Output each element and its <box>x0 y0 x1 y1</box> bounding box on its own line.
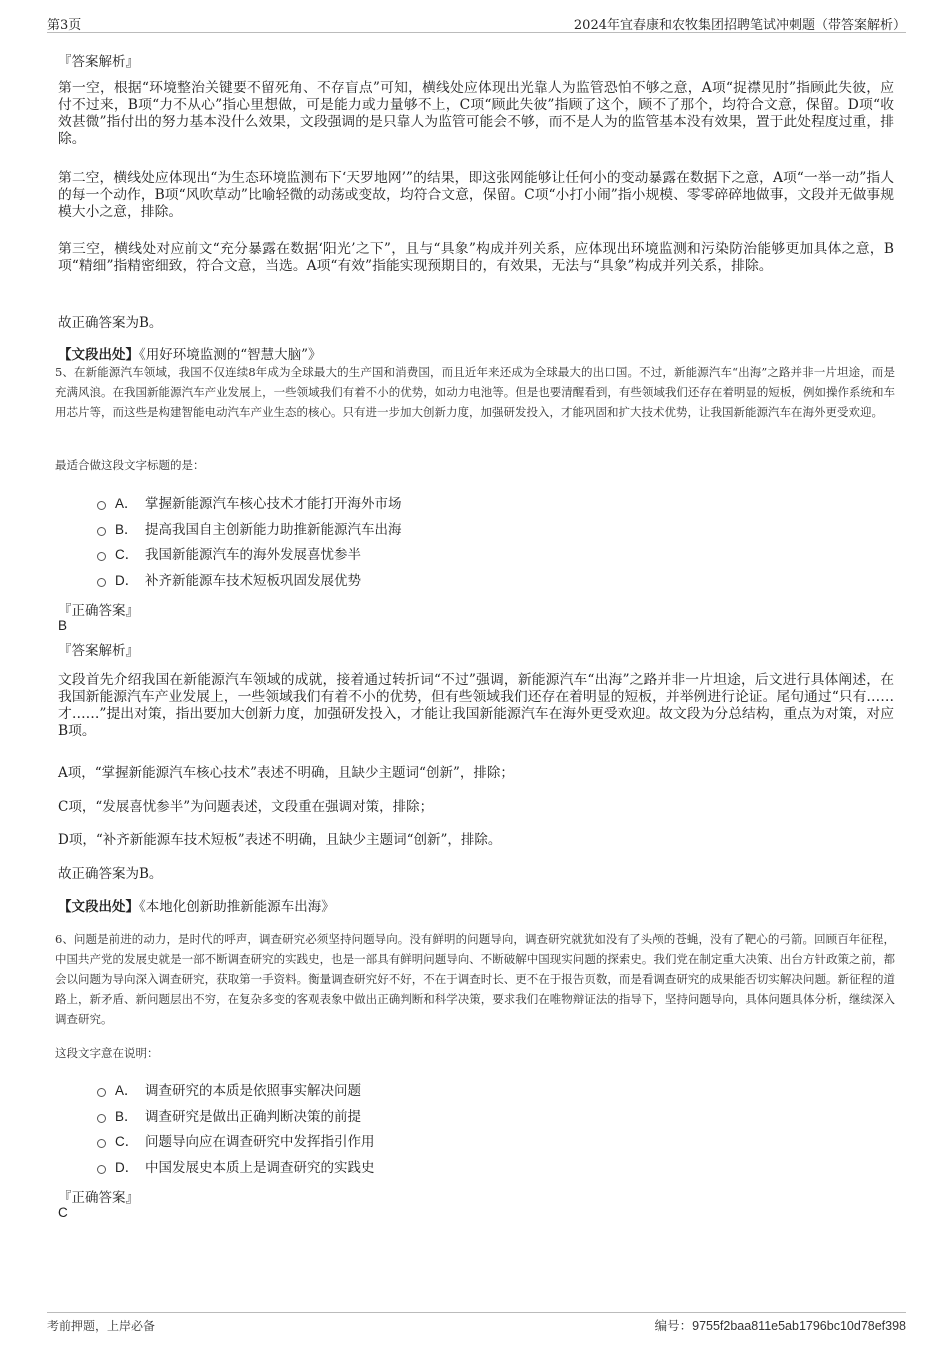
q5-source-label: 【文段出处】 <box>58 899 139 915</box>
q6-option-a[interactable] <box>97 1079 361 1099</box>
q6-answer: C <box>58 1205 68 1220</box>
radio-icon[interactable] <box>97 1165 106 1174</box>
q5-source <box>58 895 335 915</box>
radio-icon[interactable] <box>97 501 106 510</box>
q5-option-a[interactable] <box>97 492 402 512</box>
q6-option-c[interactable] <box>97 1130 375 1150</box>
q4-analysis-label: 『答案解析』 <box>58 54 139 70</box>
footer-code-label: 编号： <box>654 1318 693 1333</box>
q4-source <box>58 343 322 363</box>
q4-analysis-p2: 第二空，横线处应体现出“为生态环境监测布下‘天罗地网’”的结果，即这张网能够让任何小的变动暴露在数据下之意，A项“一举一动”指人的每一个动作，B项“风吹草动”比喻轻微的动荡或变故，均符合文意，保留。C项“小打小闹”指小规模、零零碎碎地做事，文段并无做事规模大小之意，排除。 <box>58 170 894 220</box>
option-text: 调查研究的本质是依照事实解决问题 <box>145 1083 361 1099</box>
page-footer <box>47 1312 906 1335</box>
option-key: D． <box>115 1160 139 1175</box>
option-key: B． <box>115 522 138 537</box>
option-text: 提高我国自主创新能力助推新能源汽车出海 <box>145 522 402 538</box>
q5-stem: 5、在新能源汽车领域，我国不仅连续8年成为全球最大的生产国和消费国，而且近年来还成为全球最大的出口国。不过，新能源汽车“出海”之路并非一片坦途，而是充满风浪。在我国新能源汽车产业发展上，一些领域我们有着不小的优势，如动力电池等。但是也要清醒看到，有些领域我们还存在着明显的短板，例如操作系统和车用芯片等，而这些是构建智能电动汽车产业生态的核心。只有进一步加大创新力度，加强研发投入，才能巩固和扩大技术优势，让我国新能源汽车在海外更受欢迎。 <box>55 365 895 419</box>
document-title: 2024年宜春康和农牧集团招聘笔试冲刺题（带答案解析） <box>573 18 906 33</box>
q5-source-title: 《本地化创新助推新能源车出海》 <box>139 899 335 915</box>
q6-stem: 6、问题是前进的动力，是时代的呼声，调查研究必须坚持问题导向。没有鲜明的问题导向，调查研究就犹如没有了头颅的苍蝇，没有了靶心的弓箭。回顾百年征程，中国共产党的发展史就是一部不断调查研究的实践史，也是一部具有鲜明问题导向、不断破解中国现实问题的探索史。我们党在制定重大决策、出台方针政策之前，都会以问题为导向深入调查研究，获取第一手资料。衡量调查研究好不好，不在于调查时长、更不在于报告页数，而是看调查研究的成果能否切实解决问题。新征程的道路上，新矛盾、新问题层出不穷，在复杂多变的客观表象中做出正确判断和科学决策，要求我们在唯物辩证法的指导下，坚持问题导向，具体问题具体分析，继续深入调查研究。 <box>55 932 895 1026</box>
q5-analysis-label: 『答案解析』 <box>58 643 139 659</box>
q4-source-label: 【文段出处】 <box>58 347 139 363</box>
option-key: D． <box>115 573 139 588</box>
radio-icon[interactable] <box>97 527 106 536</box>
q5-analysis: 文段首先介绍我国在新能源汽车领域的成就，接着通过转折词“不过”强调，新能源汽车“出海”之路并非一片坦途，后文进行具体阐述，在我国新能源汽车产业发展上，一些领域我们有着不小的优势，但有些领域我们还存在着明显的短板，并举例进行论证。尾句通过“只有……才……”提出对策，指出要加大创新力度，加强研发投入，才能让我国新能源汽车在海外更受欢迎。故文段为分总结构，重点为对策，对应B项。 <box>58 672 894 739</box>
option-text: 我国新能源汽车的海外发展喜忧参半 <box>145 547 361 563</box>
q5-option-d[interactable] <box>97 569 361 589</box>
q6-prompt: 这段文字意在说明： <box>55 1046 159 1060</box>
q5-note-a: A项，“掌握新能源汽车核心技术”表述不明确，且缺少主题词“创新”，排除； <box>58 765 514 781</box>
option-key: A． <box>115 1083 138 1098</box>
radio-icon[interactable] <box>97 578 106 587</box>
option-text: 调查研究是做出正确判断决策的前提 <box>145 1109 361 1125</box>
q5-answer-label: 『正确答案』 <box>58 603 139 619</box>
q4-analysis-p1: 第一空，根据“环境整治关键要不留死角、不存盲点”可知，横线处应体现出光靠人为监管恐怕不够之意，A项“捉襟见肘”指顾此失彼，应付不过来，B项“力不从心”指心里想做，可是能力或力量够不上，C项“顾此失彼”指顾了这个，顾不了那个，均符合文意，保留。D项“收效甚微”指付出的努力基本没什么效果，文段强调的是只靠人为监管可能会不够，而不是人为的监管基本没有效果，置于此处程度过重，排除。 <box>58 80 894 147</box>
option-key: B． <box>115 1109 138 1124</box>
q5-conclusion: 故正确答案为B。 <box>58 866 163 882</box>
q5-option-c[interactable] <box>97 543 361 563</box>
option-text: 问题导向应在调查研究中发挥指引作用 <box>145 1134 375 1150</box>
q5-prompt: 最适合做这段文字标题的是： <box>55 458 205 472</box>
q6-answer-label: 『正确答案』 <box>58 1190 139 1206</box>
radio-icon[interactable] <box>97 1088 106 1097</box>
option-key: C． <box>115 547 139 562</box>
footer-code-value: 9755f2baa811e5ab1796bc10d78ef398 <box>692 1319 906 1333</box>
q6-option-b[interactable] <box>97 1105 361 1125</box>
q5-answer: B <box>58 618 68 633</box>
q5-note-c: C项，“发展喜忧参半”为问题表述，文段重在强调对策，排除； <box>58 799 434 815</box>
option-text: 补齐新能源车技术短板巩固发展优势 <box>145 573 361 589</box>
footer-code <box>655 1316 906 1334</box>
page-number: 第3页 <box>47 18 82 33</box>
q4-analysis-p3: 第三空，横线处对应前文“充分暴露在数据‘阳光’之下”，且与“具象”构成并列关系，应体现出环境监测和污染防治能够更加具体之意，B项“精细”指精密细致，符合文意，当选。A项“有效”指能实现预期目的，有效果，无法与“具象”构成并列关系，排除。 <box>58 241 894 274</box>
q6-option-d[interactable] <box>97 1156 375 1176</box>
q5-note-d: D项，“补齐新能源车技术短板”表述不明确，且缺少主题词“创新”，排除。 <box>58 832 502 848</box>
q5-option-b[interactable] <box>97 518 402 538</box>
footer-slogan: 考前押题，上岸必备 <box>47 1319 156 1333</box>
radio-icon[interactable] <box>97 1139 106 1148</box>
option-text: 掌握新能源汽车核心技术才能打开海外市场 <box>145 496 402 512</box>
option-key: A． <box>115 496 138 511</box>
q4-source-title: 《用好环境监测的“智慧大脑”》 <box>139 347 322 363</box>
page-header <box>47 12 906 33</box>
radio-icon[interactable] <box>97 1114 106 1123</box>
option-text: 中国发展史本质上是调查研究的实践史 <box>145 1160 375 1176</box>
q4-conclusion: 故正确答案为B。 <box>58 315 163 331</box>
radio-icon[interactable] <box>97 552 106 561</box>
option-key: C． <box>115 1134 139 1149</box>
